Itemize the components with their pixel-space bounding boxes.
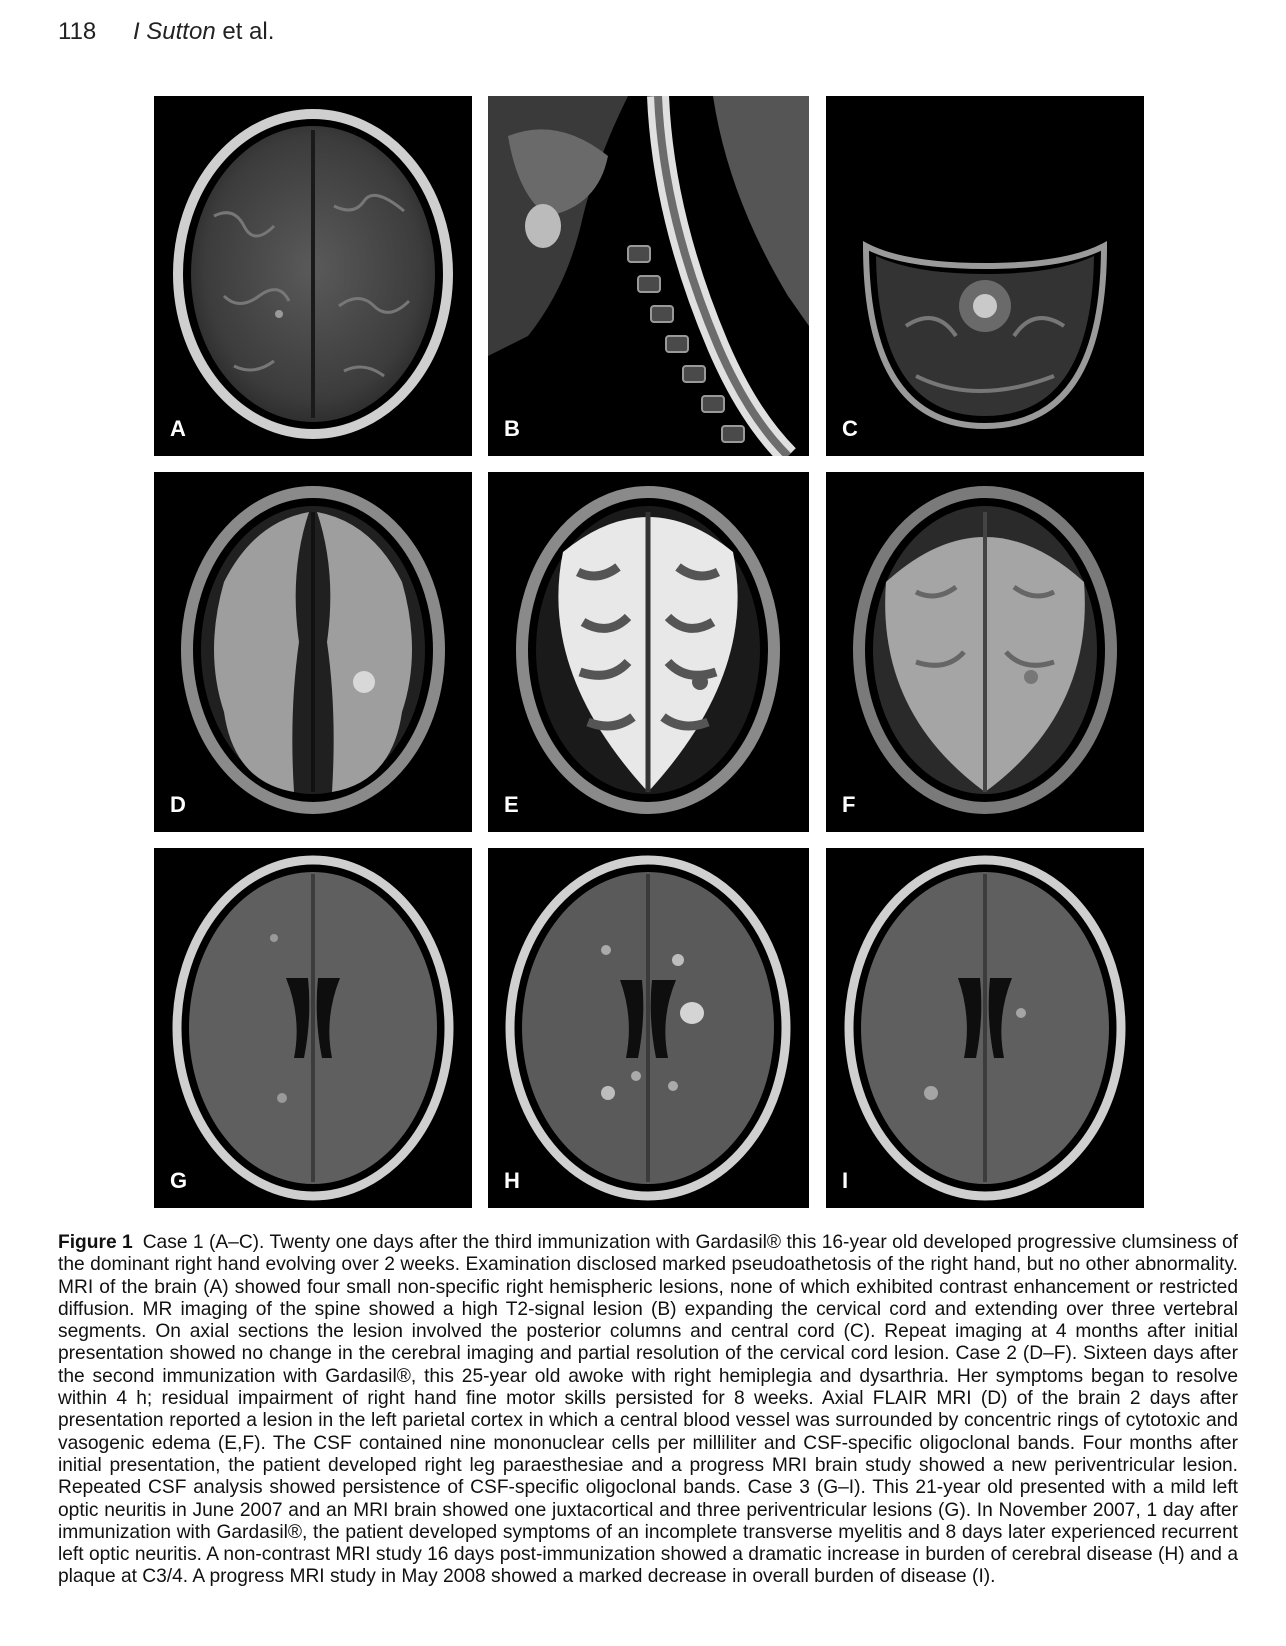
mri-panel-i: [826, 848, 1144, 1208]
panel-label-c: C: [842, 416, 858, 441]
mri-panel-a: [154, 96, 472, 456]
mri-panel-c: [826, 96, 1144, 456]
figure-caption: [58, 1232, 1238, 1589]
panel-label-f: F: [842, 792, 856, 817]
mri-panel-h: [488, 848, 809, 1208]
axial-flair-brain-scan: [154, 472, 472, 832]
axial-brain-scan: [154, 96, 472, 456]
panel-label-d: D: [170, 792, 186, 817]
panel-label-g: G: [170, 1168, 188, 1193]
axial-t2-brain-scan: [488, 472, 809, 832]
panel-label-h: H: [504, 1168, 520, 1193]
axial-neck-scan: [826, 96, 1144, 456]
panel-label-i: I: [842, 1168, 849, 1193]
running-header: [58, 18, 274, 46]
figure-label: Figure 1: [58, 1232, 133, 1253]
mri-panel-b: [488, 96, 809, 456]
mri-panel-g: [154, 848, 472, 1208]
mri-panel-e: [488, 472, 809, 832]
sagittal-spine-scan: [488, 96, 809, 456]
axial-brain-lesions-scan: [488, 848, 809, 1208]
panel-label-e: E: [504, 792, 519, 817]
author-name: I Sutton: [132, 18, 216, 45]
figure-1-image-grid: [154, 96, 1144, 1208]
mri-panel-d: [154, 472, 472, 832]
panel-label-b: B: [504, 416, 520, 441]
mri-panel-f: [826, 472, 1144, 832]
page-number: 118: [58, 18, 97, 45]
caption-text: Case 1 (A–C). Twenty one days after the third immunization with Gardasil® this 16-year old developed progressive clumsiness of the dominant right hand evolving over 2 weeks. Examination disclosed marked pseudoathetosis of the right hand, but no other abnormality. MRI of the brain (A) showed four small non-specific right hemispheric lesions, none of which exhibited contrast enhancement or restricted diffusion. MR imaging of the spine showed a high T2-signal lesion (B) expanding the cervical cord and extending over three vertebral segments. On axial sections the lesion involved the posterior columns and central cord (C). Repeat imaging at 4 months after initial presentation showed no change in the cerebral imaging and partial resolution of the cervical cord lesion. Case 2 (D–F). Sixteen days after the second immunization with Gardasil®, this 25-year old awoke with right hemiplegia and dysarthria. Her symptoms began to resolve within 4 h; residual impairment of right hand fine motor skills persisted for 8 weeks. Axial FLAIR MRI (D) of the brain 2 days after presentation reported a lesion in the left parietal cortex in which a central blood vessel was surrounded by concentric rings of cytotoxic and vasogenic edema (E,F). The CSF contained nine mononuclear cells per milliliter and CSF-specific oligoclonal bands. Four months after initial presentation, the patient developed right leg paraesthesiae and a progress MRI brain study showed a new periventricular lesion. Repeated CSF analysis showed persistence of CSF-specific oligoclonal bands. Case 3 (G–I). This 21-year old presented with a mild left optic neuritis in June 2007 and an MRI brain showed one juxtacortical and three periventricular lesions (G). In November 2007, 1 day after immunization with Gardasil®, the patient developed symptoms of an incomplete transverse myelitis and 8 days later experienced recurrent left optic neuritis. A non-contrast MRI study 16 days post-immunization showed a dramatic increase in burden of cerebral disease (H) and a plaque at C3/4. A progress MRI study in May 2008 showed a marked decrease in overall burden of disease (I).: [58, 1232, 1238, 1588]
axial-t1-brain-scan: [826, 472, 1144, 832]
axial-brain-followup-scan: [826, 848, 1144, 1208]
axial-brain-ventricles-scan: [154, 848, 472, 1208]
panel-label-a: A: [170, 416, 186, 441]
et-al: et al.: [222, 18, 275, 45]
